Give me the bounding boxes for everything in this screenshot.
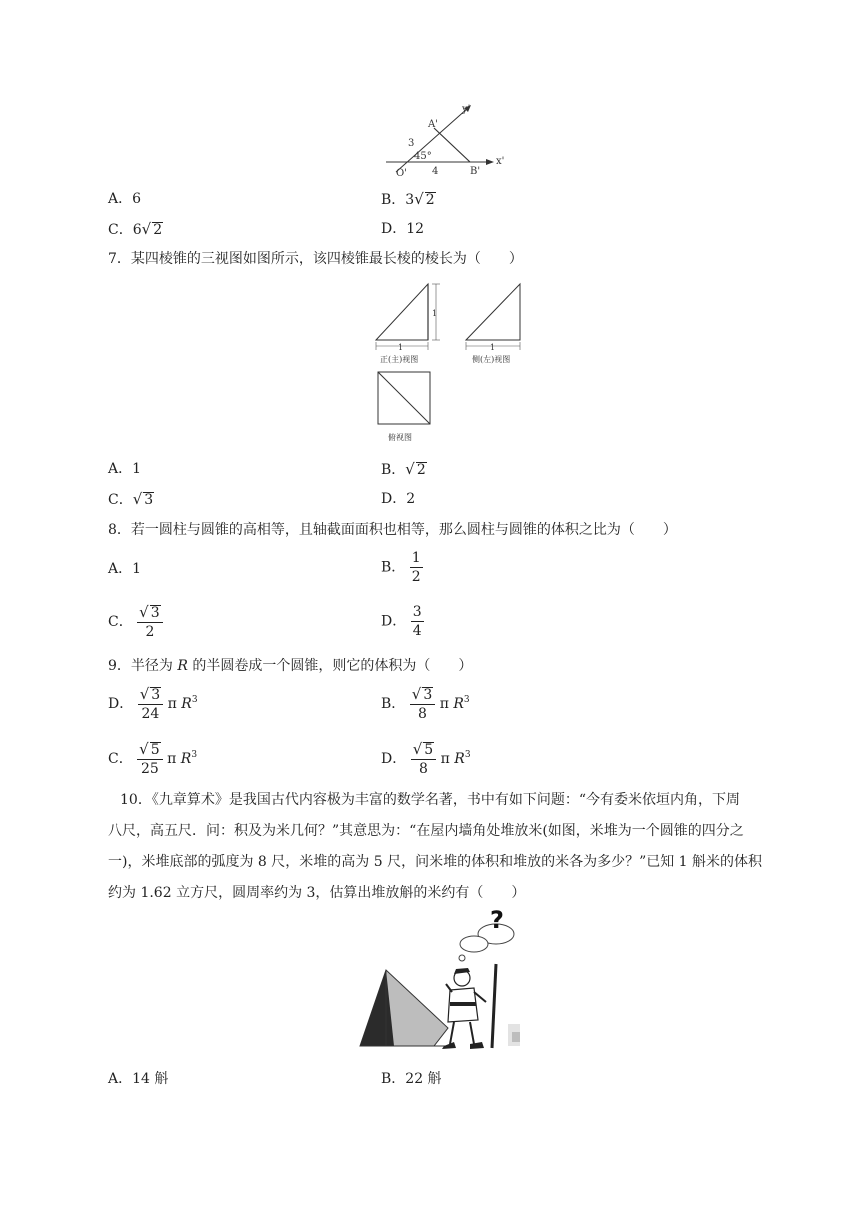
label-b-prime: B' (470, 166, 481, 177)
q9-option-2-r: R (453, 696, 464, 712)
q10-line-3: 一)，米堆底部的弧度为 8 尺，米堆的高为 5 尺，问米堆的体积和堆放的米各为多少？”已知 1 斛米的体积 (108, 854, 763, 870)
q9-option-4-r: R (454, 751, 465, 767)
q9-option-2-exp: 3 (463, 695, 470, 705)
q7-option-c: C．√ 3 (108, 490, 154, 508)
q7-option-b-prefix: B． (381, 462, 406, 478)
q8-option-c (108, 604, 163, 640)
front-view (376, 284, 440, 364)
question-mark-icon: ? (490, 906, 504, 934)
q9-text-var: R (177, 658, 188, 674)
q8-option-a: A．1 (108, 561, 142, 577)
q9-option-2-fraction: $\frac{√ 3}{8}$ (410, 686, 435, 722)
q8-option-c-prefix: C． (108, 614, 133, 630)
q9-option-1-exp: 3 (191, 695, 198, 705)
label-a-prime: A' (428, 119, 438, 130)
q8-option-d-prefix: D． (381, 613, 407, 630)
q10-option-b: B．22 斛 (381, 1071, 442, 1087)
label-side-4: 4 (432, 166, 439, 177)
q8-option-d-fraction (411, 604, 424, 639)
q8-option-b-numerator: 1 (411, 550, 421, 566)
q7-option-b-radicand: 2 (416, 462, 426, 478)
q9-option-2-prefix: B． (381, 696, 406, 712)
q9-option-2 (381, 686, 470, 722)
q10-option-a: A．14 斛 (108, 1071, 169, 1087)
front-height-1: 1 (432, 309, 438, 318)
q9-option-3-denominator: 25 (141, 761, 159, 777)
q8-option-c-fraction: $\frac{√ 3}{2}$ (137, 604, 162, 640)
q6-option-b-radicand: 2 (425, 192, 435, 208)
q9-option-4-prefix: D． (381, 751, 407, 767)
q8-option-d (381, 604, 424, 639)
label-angle-45: 45° (414, 151, 432, 162)
rice-pile-icon (360, 970, 448, 1046)
top-view (378, 372, 430, 442)
q9-text-post: 的半圆卷成一个圆锥，则它的体积为（ ） (187, 658, 473, 674)
front-dim-1: 1 (398, 343, 404, 352)
q7-question-text: 7．某四棱锥的三视图如图所示，该四棱锥最长棱的棱长为（ ） (108, 251, 523, 267)
q9-question-text (108, 657, 472, 675)
rice-pile-illustration (350, 906, 530, 1056)
q7-option-b: B．√ 2 (381, 460, 426, 478)
q10-line-1: 10．《九章算术》是我国古代内容极为丰富的数学名著，书中有如下问题：“今有委米依垣内角，下周 (120, 792, 740, 808)
q9-option-3 (108, 741, 197, 777)
q8-option-b-fraction (410, 550, 423, 585)
q9-option-3-prefix: C． (108, 751, 133, 767)
q6-option-a: A．6 (108, 191, 142, 207)
q7-option-d: D．2 (381, 491, 416, 507)
q6-option-b-prefix: B．3 (381, 192, 415, 208)
side-dim-1: 1 (490, 343, 496, 352)
q10-line-4: 约为 1.62 立方尺，圆周率约为 3，估算出堆放斛的米约有（ ） (108, 885, 526, 901)
top-view-label: 俯视图 (388, 433, 412, 442)
q9-option-3-fraction: $\frac{√ 5}{25}$ (137, 741, 162, 777)
q9-option-4-fraction: $\frac{√ 5}{8}$ (411, 741, 436, 777)
q9-option-1-r: R (181, 696, 192, 712)
q9-option-3-pi: π (167, 751, 177, 767)
q9-option-3-exp: 3 (191, 750, 198, 760)
ancient-scholar-figure (442, 964, 520, 1049)
thought-cloud-icon (459, 906, 514, 961)
front-view-label: 正(主)视图 (380, 355, 419, 364)
q6-option-c-prefix: C．6 (108, 222, 142, 238)
q7-option-c-radicand: 3 (144, 492, 154, 508)
q8-option-b (381, 550, 423, 585)
q9-option-2-radicand: 3 (423, 687, 433, 703)
q9-option-3-r: R (180, 751, 192, 767)
q9-option-2-denominator: 8 (418, 706, 427, 722)
label-side-3: 3 (408, 138, 415, 149)
q10-line-2: 八尺，高五尺．问：积及为米几何？”其意思为：“在屋内墙角处堆放米(如图，米堆为一个圆锥的四分之 (108, 823, 744, 839)
q8-option-c-denominator: 2 (145, 624, 155, 640)
q8-question-text: 8．若一圆柱与圆锥的高相等，且轴截面面积也相等，那么圆柱与圆锥的体积之比为（ ） (108, 522, 677, 538)
q7-option-c-prefix: C． (108, 492, 133, 508)
q9-option-1-denominator: 24 (141, 706, 160, 722)
q9-option-1-fraction: $\frac{√ 3}{24}$ (138, 686, 163, 722)
q9-option-1-radicand: 3 (151, 687, 161, 703)
q8-option-c-radicand: 3 (150, 605, 160, 621)
q9-option-4-pi: π (440, 751, 450, 767)
q8-option-d-denominator: 4 (412, 623, 422, 639)
label-x-prime: x' (496, 156, 505, 167)
q9-option-4-exp: 3 (464, 750, 471, 760)
q9-option-2-pi: π (439, 696, 449, 712)
label-y-prime: y' (462, 104, 471, 115)
three-view-figure (370, 278, 530, 444)
q8-option-d-numerator: 3 (412, 604, 422, 620)
q9-option-4-radicand: 5 (424, 742, 434, 758)
q6-option-c-radicand: 2 (153, 222, 163, 238)
q9-option-1 (108, 686, 198, 722)
q8-option-b-prefix: B． (381, 559, 406, 576)
q9-option-1-pi: π (167, 696, 177, 712)
side-view (466, 284, 520, 364)
q9-text-pre: 9．半径为 (108, 658, 178, 674)
q9-option-4-denominator: 8 (418, 761, 428, 777)
oblique-triangle-figure (380, 96, 510, 178)
q6-option-b: B．3√ 2 (381, 190, 435, 208)
q9-option-4 (381, 741, 471, 777)
q7-option-a: A．1 (108, 461, 142, 477)
q9-option-3-radicand: 5 (150, 742, 160, 758)
q6-option-d: D．12 (381, 221, 425, 237)
side-view-label: 侧(左)视图 (472, 355, 511, 364)
q8-option-b-denominator: 2 (411, 569, 421, 585)
q6-option-c: C．6√ 2 (108, 220, 163, 238)
label-o-prime: O' (396, 168, 407, 178)
q9-option-1-prefix: D． (108, 696, 134, 712)
